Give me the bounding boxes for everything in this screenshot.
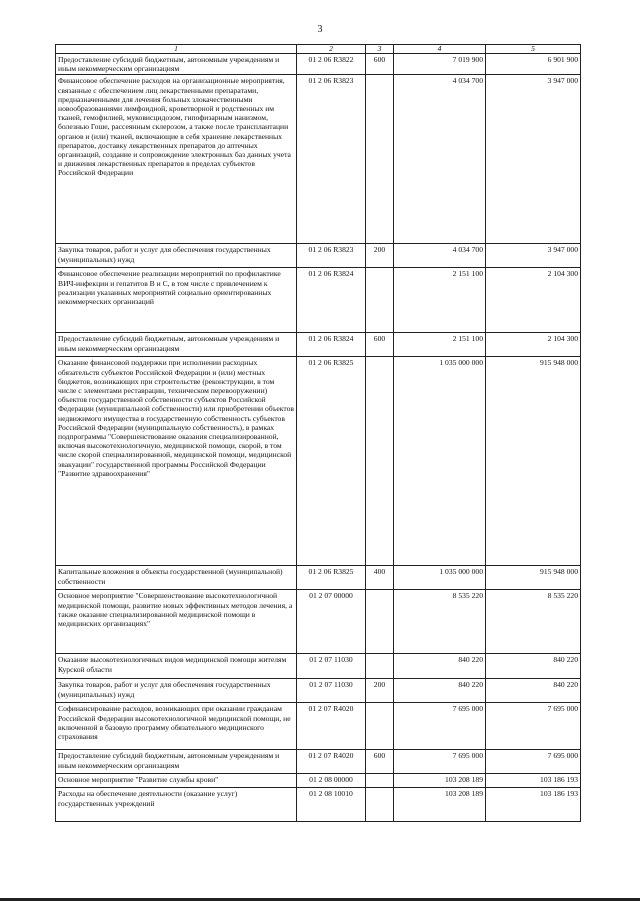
row-code: 01 2 06 R3824: [297, 268, 366, 333]
table-row: [56, 703, 581, 750]
bottom-scan-edge: [0, 898, 640, 901]
row-name: Расходы на обеспечение деятельности (оказание услуг) государственных учреждений: [56, 788, 297, 822]
column-header: 3: [366, 45, 394, 54]
row-code: 01 2 07 00000: [297, 590, 366, 654]
row-name: Софинансирование расходов, возникающих при оказании гражданам Российской Федерации высокотехнологичной медицинской помощи, не включенной в базовую программу обязательного медицинского страхования: [56, 703, 297, 750]
row-code: 01 2 08 00000: [297, 774, 366, 788]
row-code: 01 2 06 R3823: [297, 244, 366, 268]
row-name: Основное мероприятие "Развитие службы крови": [56, 774, 297, 788]
row-code: 01 2 06 R3823: [297, 75, 366, 244]
table-header-row: [56, 45, 581, 54]
column-header: 4: [394, 45, 486, 54]
row-value-1: 1 035 000 000: [394, 357, 486, 566]
row-type: 200: [366, 679, 394, 703]
row-code: 01 2 06 R3824: [297, 333, 366, 357]
row-value-1: 8 535 220: [394, 590, 486, 654]
row-name: Оказание финансовой поддержки при исполнении расходных обязательств субъектов Российской Федерации и (или) местных бюджетов, возникающих при строительстве (реконструкции, в том числе с элементами реставрации, техническом перевооружении) объектов государственной собственности субъектов Российской Федерации (муниципальной собственности) или приобретении объектов недвижимого имущества в государственную собственность субъектов Российской Федерации (муниципальную собственность), в рамках подпрограммы "Совершенствование оказания специализированной, включая высокотехнологичную, медицинской помощи, скорой, в том числе скорой специализированной, медицинской помощи, медицинской эвакуации" государственной программы Российской Федерации "Развитие здравоохранения": [56, 357, 297, 566]
row-name: Предоставление субсидий бюджетным, автономным учреждениям и иным некоммерческим организациям: [56, 333, 297, 357]
row-value-1: 2 151 100: [394, 268, 486, 333]
table-row: [56, 774, 581, 788]
row-type: 600: [366, 750, 394, 774]
row-type: 600: [366, 333, 394, 357]
row-name: Закупка товаров, работ и услуг для обеспечения государственных (муниципальных) нужд: [56, 679, 297, 703]
row-value-2: 3 947 000: [486, 244, 581, 268]
row-value-1: 7 695 000: [394, 750, 486, 774]
column-header: 2: [297, 45, 366, 54]
row-value-1: 7 695 000: [394, 703, 486, 750]
row-name: Основное мероприятие "Совершенствование высокотехнологичной медицинской помощи, развитие новых эффективных методов лечения, а также оказание специализированной медицинской помощи в медицинских организациях": [56, 590, 297, 654]
row-value-2: 6 901 900: [486, 54, 581, 75]
row-value-1: 1 035 000 000: [394, 566, 486, 590]
row-type: [366, 703, 394, 750]
row-value-2: 915 948 000: [486, 357, 581, 566]
table-row: [56, 268, 581, 333]
row-value-2: 7 695 000: [486, 703, 581, 750]
row-value-1: 103 208 189: [394, 788, 486, 822]
row-type: [366, 268, 394, 333]
row-code: 01 2 06 R3822: [297, 54, 366, 75]
table-row: [56, 333, 581, 357]
row-type: [366, 357, 394, 566]
row-type: 600: [366, 54, 394, 75]
row-value-1: 4 034 700: [394, 244, 486, 268]
row-type: [366, 75, 394, 244]
row-type: [366, 590, 394, 654]
row-code: 01 2 07 R4020: [297, 750, 366, 774]
table-row: [56, 357, 581, 566]
table-row: [56, 679, 581, 703]
budget-table: [55, 44, 581, 822]
row-name: Оказание высокотехнологичных видов медицинской помощи жителям Курской области: [56, 654, 297, 679]
row-type: [366, 654, 394, 679]
row-code: 01 2 06 R3825: [297, 357, 366, 566]
row-value-1: 7 019 900: [394, 54, 486, 75]
row-code: 01 2 06 R3825: [297, 566, 366, 590]
table-row: [56, 244, 581, 268]
table-row: [56, 654, 581, 679]
row-value-1: 4 034 700: [394, 75, 486, 244]
row-value-2: 840 220: [486, 679, 581, 703]
row-name: Предоставление субсидий бюджетным, автономным учреждениям и иным некоммерческим организациям: [56, 54, 297, 75]
page-number: 3: [317, 24, 323, 35]
row-value-1: 2 151 100: [394, 333, 486, 357]
row-value-1: 103 208 189: [394, 774, 486, 788]
row-code: 01 2 07 11030: [297, 679, 366, 703]
row-value-2: 2 104 300: [486, 333, 581, 357]
row-value-2: 840 220: [486, 654, 581, 679]
row-type: [366, 774, 394, 788]
row-value-2: 3 947 000: [486, 75, 581, 244]
row-value-2: 103 186 193: [486, 788, 581, 822]
row-value-2: 915 948 000: [486, 566, 581, 590]
row-type: 200: [366, 244, 394, 268]
row-value-1: 840 220: [394, 679, 486, 703]
table-row: [56, 590, 581, 654]
table-row: [56, 750, 581, 774]
row-name: Финансовое обеспечение расходов на организационные мероприятия, связанные с обеспечением лиц лекарственными препаратами, предназначенными для лечения больных злокачественными новообразованиями лимфоидной, кроветворной и родственных им тканей, гемофилией, муковисцидозом, гипофизарным нанизмом, болезнью Гоше, рассеянным склерозом, а также после трансплантации органов и (или) тканей, включающие в себя хранение лекарственных препаратов, доставку лекарственных препаратов до аптечных организаций, создание и сопровождение электронных баз данных учета и движения лекарственных препаратов в пределах субъектов Российской Федерации: [56, 75, 297, 244]
table-row: [56, 788, 581, 822]
column-header: 5: [486, 45, 581, 54]
column-header: 1: [56, 45, 297, 54]
row-name: Финансовое обеспечение реализации мероприятий по профилактике ВИЧ-инфекции и гепатитов В и С, в том числе с привлечением к реализации указанных мероприятий социально ориентированных некоммерческих организаций: [56, 268, 297, 333]
row-code: 01 2 07 11030: [297, 654, 366, 679]
row-name: Предоставление субсидий бюджетным, автономным учреждениям и иным некоммерческим организациям: [56, 750, 297, 774]
row-name: Закупка товаров, работ и услуг для обеспечения государственных (муниципальных) нужд: [56, 244, 297, 268]
table-row: [56, 566, 581, 590]
row-value-2: 7 695 000: [486, 750, 581, 774]
table-row: [56, 75, 581, 244]
row-value-2: 2 104 300: [486, 268, 581, 333]
row-type: [366, 788, 394, 822]
row-value-2: 8 535 220: [486, 590, 581, 654]
row-value-2: 103 186 193: [486, 774, 581, 788]
table-row: [56, 54, 581, 75]
row-name: Капитальные вложения в объекты государственной (муниципальной) собственности: [56, 566, 297, 590]
row-type: 400: [366, 566, 394, 590]
row-code: 01 2 08 10010: [297, 788, 366, 822]
row-value-1: 840 220: [394, 654, 486, 679]
row-code: 01 2 07 R4020: [297, 703, 366, 750]
